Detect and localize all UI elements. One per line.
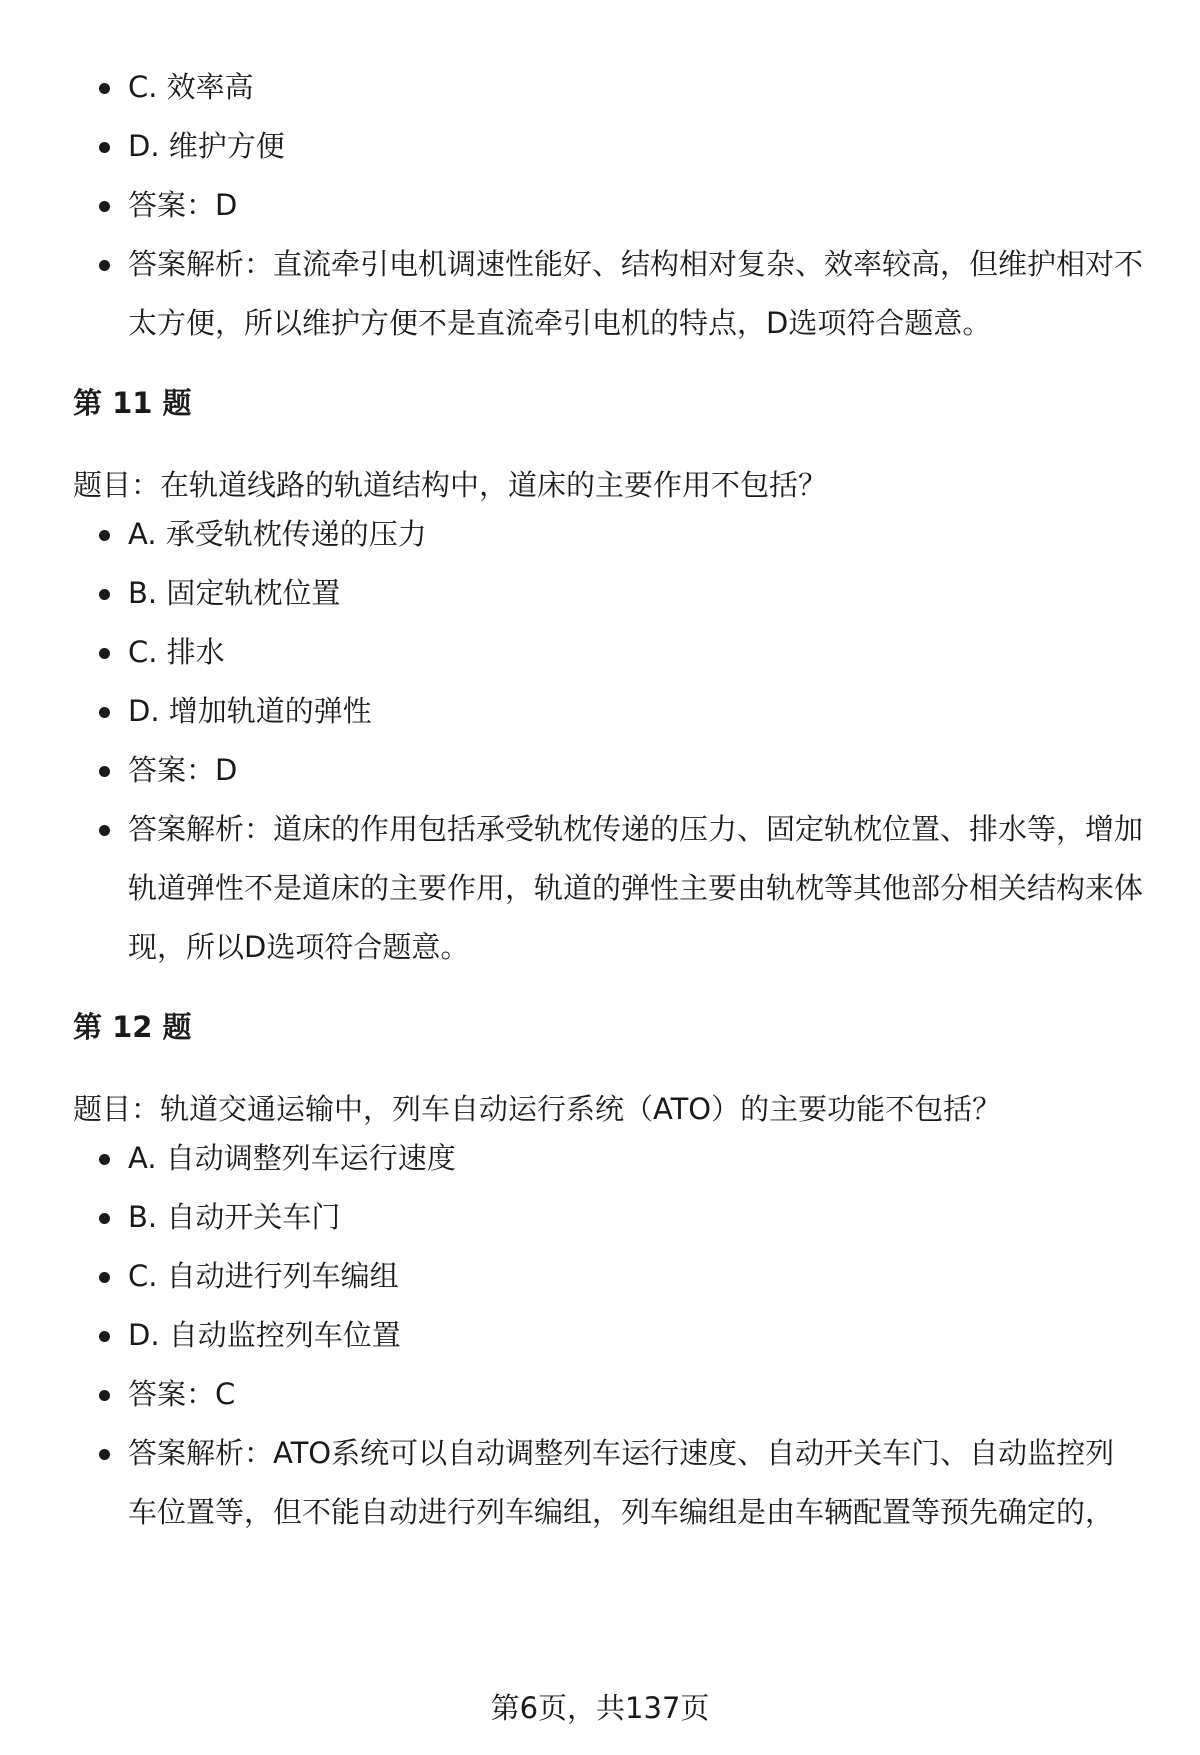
option-d: D. 维护方便 [73, 117, 1143, 176]
question-12-options [73, 1129, 1143, 1542]
question-12-heading: 第 12 题 [73, 1010, 192, 1044]
answer-explanation: 答案解析：ATO系统可以自动调整列车运行速度、自动开关车门、自动监控列车位置等，但不能自动进行列车编组，列车编组是由车辆配置等预先确定的， [73, 1424, 1143, 1542]
option-c: C. 自动进行列车编组 [73, 1247, 1143, 1306]
option-c: C. 效率高 [73, 58, 1143, 117]
option-b: B. 固定轨枕位置 [73, 564, 1143, 623]
question-11-text: 题目：在轨道线路的轨道结构中，道床的主要作用不包括？ [73, 468, 828, 502]
option-d: D. 增加轨道的弹性 [73, 682, 1143, 741]
answer: 答案：D [73, 176, 1143, 235]
answer: 答案：C [73, 1365, 1143, 1424]
option-c: C. 排水 [73, 623, 1143, 682]
page-content [73, 58, 1143, 1542]
question-12-text: 题目：轨道交通运输中，列车自动运行系统（ATO）的主要功能不包括？ [73, 1092, 1002, 1126]
option-b: B. 自动开关车门 [73, 1188, 1143, 1247]
prev-question-list [73, 58, 1143, 353]
answer-explanation: 答案解析：直流牵引电机调速性能好、结构相对复杂、效率较高，但维护相对不太方便，所以维护方便不是直流牵引电机的特点，D选项符合题意。 [73, 235, 1143, 353]
answer-explanation: 答案解析：道床的作用包括承受轨枕传递的压力、固定轨枕位置、排水等，增加轨道弹性不是道床的主要作用，轨道的弹性主要由轨枕等其他部分相关结构来体现，所以D选项符合题意。 [73, 800, 1143, 977]
page-number: 第6页，共137页 [490, 1691, 710, 1725]
option-d: D. 自动监控列车位置 [73, 1306, 1143, 1365]
option-a: A. 承受轨枕传递的压力 [73, 505, 1143, 564]
question-11-heading: 第 11 题 [73, 386, 192, 420]
question-11-options [73, 505, 1143, 977]
option-a: A. 自动调整列车运行速度 [73, 1129, 1143, 1188]
answer: 答案：D [73, 741, 1143, 800]
